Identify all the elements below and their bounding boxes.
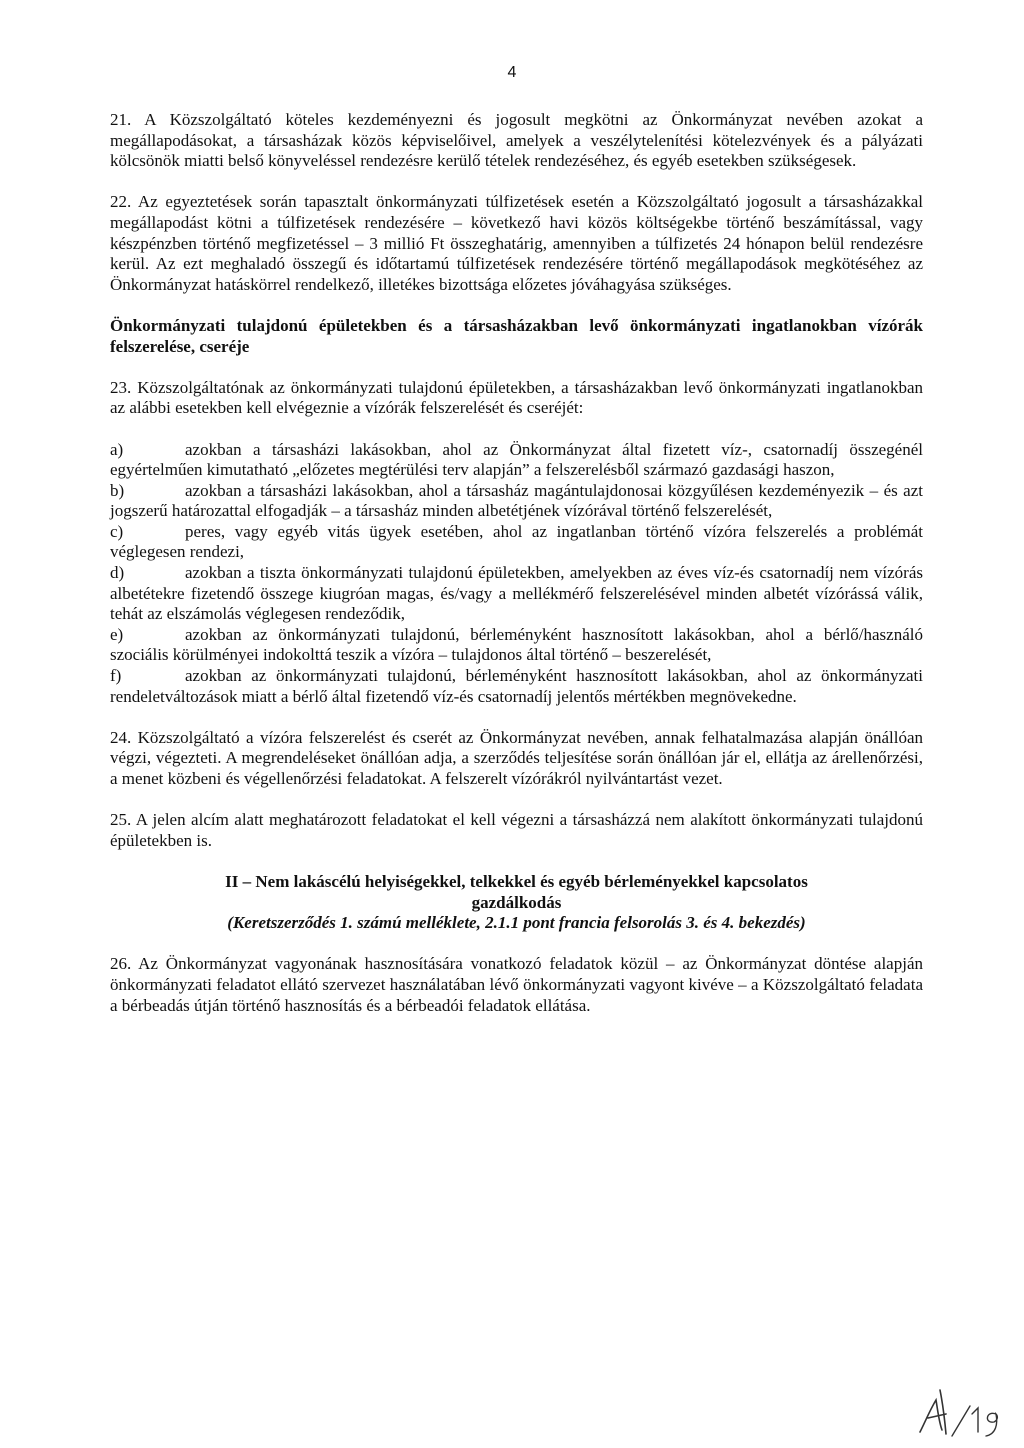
section-ii-title bbox=[110, 872, 923, 934]
list-item-f bbox=[110, 666, 923, 707]
list-item-text: azokban az önkormányzati tulajdonú, bérleményként hasznosított lakásokban, ahol az önkormányzati rendeletváltozások miatt a bérlő által fizetendő víz-és csatornadíj jelentős mértékben megnövekedne. bbox=[110, 666, 923, 706]
list-item-text: azokban a társasházi lakásokban, ahol az Önkormányzat által fizetett víz-, csatornadíj összegénél egyértelműen kimutatható „előzetes megtérülési terv alapján” a felszerelésből származó gazdasági haszon, bbox=[110, 439, 923, 480]
list-item-label: d) bbox=[110, 563, 125, 583]
section-ii-reference: (Keretszerződés 1. számú melléklete, 2.1.1 pont francia felsorolás 3. és 4. bekezdés) bbox=[227, 913, 806, 933]
list-item-c bbox=[110, 522, 923, 563]
paragraph-22: 22. Az egyeztetések során tapasztalt önkormányzati túlfizetések esetén a Közszolgáltató jogosult a társasházakkal megállapodást kötni a túlfizetések rendezésére – következő havi közös költségekbe történő beszámítással, vagy készpénzben történő megfizetéssel – 3 millió Ft összeghatárig, amennyiben a túlfizetés 24 hónapon belül rendezésre kerül. Az ezt meghaladó összegű és időtartamú túlfizetések rendezésére történő megállapodások megkötéséhez az Önkormányzat hatáskörrel rendelkező, illetékes bizottsága előzetes jóváhagyása szükséges. bbox=[110, 192, 923, 294]
list-item-a bbox=[110, 440, 923, 481]
list-item-text: azokban a tiszta önkormányzati tulajdonú épületekben, amelyekben az éves víz-és csatornadíj nem vízórás albetétekre fizetendő összege kiugróan magas, és/vagy a mellékmérő felszerelésével minden albetét vízórássá válik, tehát az elszámolás véglegesen rendeződik, bbox=[110, 563, 923, 624]
paragraph-24: 24. Közszolgáltató a vízóra felszerelést és cserét az Önkormányzat nevében, annak felhatalmazása alapján önállóan végzi, végezteti. A megrendeléseket önállóan adja, a szerződés teljesítése során önállóan jár el, ellátja az árellenőrzési, a menet közbeni és végellenőrzési feladatokat. A felszerelt vízórákról nyilvántartást vezet. bbox=[110, 727, 923, 788]
list-item-text: azokban az önkormányzati tulajdonú, bérleményként hasznosított lakásokban, ahol a bérlő/használó szociális körülményei indokolttá teszik a vízóra – tulajdonos által történő – beszerelését, bbox=[110, 624, 923, 665]
list-item-text: azokban a társasházi lakásokban, ahol a társasház magántulajdonosai közgyűlésen kezdeményezik – és azt jogszerű határozattal elfogadják – a társasház minden albetétjének vízórával történő felszerelését, bbox=[110, 480, 923, 521]
paragraph-26: 26. Az Önkormányzat vagyonának hasznosítására vonatkozó feladatok közül – az Önkormányzat döntése alapján önkormányzati feladatot ellátó szervezet használatában lévő önkormányzati vagyont kivéve – a Közszolgáltató feladata a bérbeadás útján történő hasznosítás és a bérbeadói feladatok ellátása. bbox=[110, 954, 923, 1015]
list-item-label: b) bbox=[110, 480, 125, 500]
document-body bbox=[110, 110, 923, 1016]
list-23 bbox=[110, 440, 923, 708]
list-item-text: peres, vagy egyéb vitás ügyek esetében, ahol az ingatlanban történő vízóra felszerelés a problémát véglegesen rendezi, bbox=[110, 521, 923, 562]
paragraph-21: 21. A Közszolgáltató köteles kezdeményezni és jogosult megkötni az Önkormányzat nevében azokat a megállapodásokat, a társasházak közös képviselőivel, amelyek a veszélytelenítési kötelezvények és a pályázati kölcsönök miatti belső könyveléssel rendezésre kerülő tételek rendezéséhez, és egyéb esetekben szükségesek. bbox=[110, 110, 923, 171]
section-ii-title-line2: gazdálkodás bbox=[471, 892, 562, 912]
page-number: 4 bbox=[507, 64, 517, 81]
section-ii-title-line1: II – Nem lakáscélú helyiségekkel, telkekkel és egyéb bérleményekkel kapcsolatos bbox=[225, 871, 808, 891]
list-item-d bbox=[110, 563, 923, 625]
list-item-label: e) bbox=[110, 624, 124, 644]
paragraph-25: 25. A jelen alcím alatt meghatározott feladatokat el kell végezni a társasházzá nem alakított önkormányzati tulajdonú épületekben is. bbox=[110, 810, 923, 850]
section-heading-vizora: Önkormányzati tulajdonú épületekben és a társasházakban levő önkormányzati ingatlanokban vízórák felszerelése, cseréje bbox=[110, 315, 923, 356]
list-item-label: c) bbox=[110, 521, 124, 541]
handwritten-signature bbox=[912, 1380, 1012, 1440]
paragraph-23: 23. Közszolgáltatónak az önkormányzati tulajdonú épületekben, a társasházakban levő önkormányzati ingatlanokban az alábbi esetekben kell elvégeznie a vízórák felszerelését és cseréjét: bbox=[110, 377, 923, 418]
list-item-b bbox=[110, 481, 923, 522]
list-item-label: f) bbox=[110, 666, 122, 686]
list-item-e bbox=[110, 625, 923, 666]
list-item-label: a) bbox=[110, 439, 124, 459]
